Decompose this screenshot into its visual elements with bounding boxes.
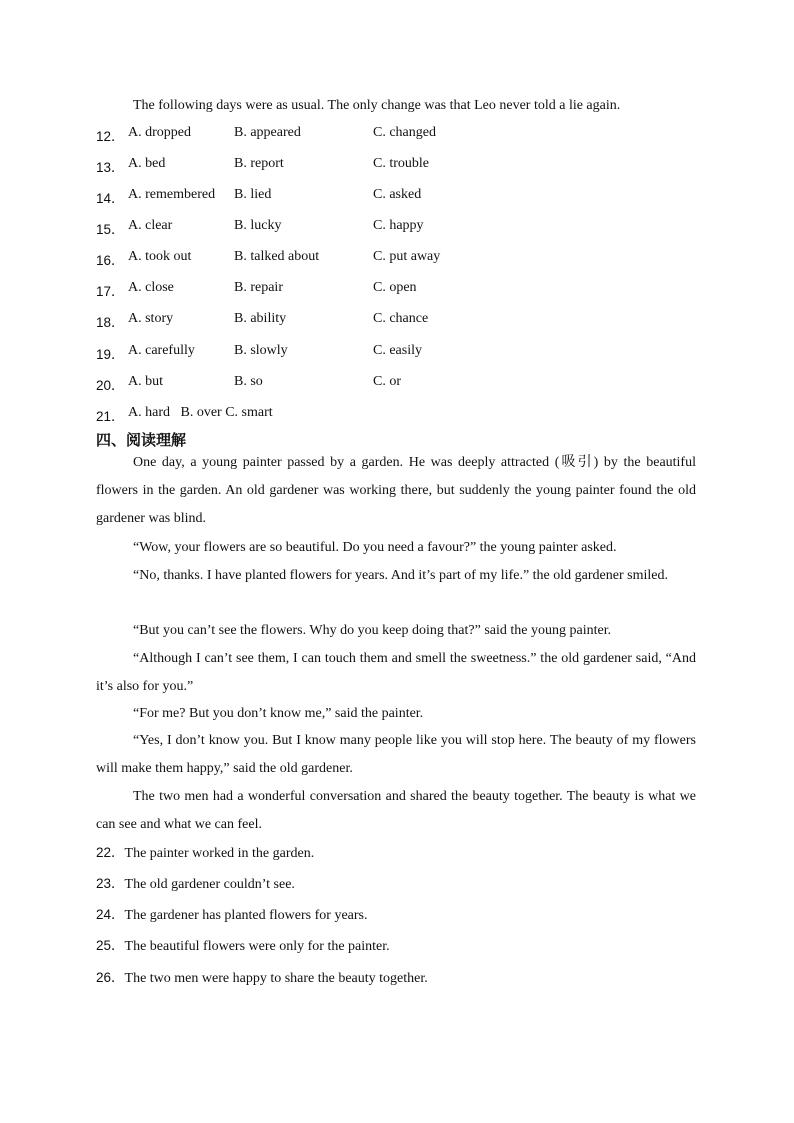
question-number: 17． bbox=[96, 284, 125, 299]
option-a: A. bed bbox=[128, 156, 166, 171]
question-number: 20． bbox=[96, 378, 125, 393]
question-number: 14． bbox=[96, 191, 125, 206]
question-number: 12． bbox=[96, 129, 125, 144]
question-number: 19． bbox=[96, 347, 125, 362]
passage-paragraph: “Yes, I don’t know you. But I know many people like you will stop here. The beauty of my flowers will make them happy,” said the old gardener. bbox=[96, 733, 696, 776]
option-a: A. story bbox=[128, 311, 174, 326]
passage-paragraph: The two men had a wonderful conversation and shared the beauty together. The beauty is what we can see and what we can feel. bbox=[96, 789, 696, 832]
option-row bbox=[0, 311, 794, 331]
option-c: C. happy bbox=[373, 218, 424, 233]
option-c: C. or bbox=[373, 374, 401, 389]
option-c: C. put away bbox=[373, 249, 441, 264]
statement-item bbox=[96, 843, 314, 864]
option-row bbox=[0, 187, 794, 207]
option-c: C. asked bbox=[373, 187, 422, 202]
option-row bbox=[0, 343, 794, 363]
option-row bbox=[0, 405, 794, 425]
option-b: B. talked about bbox=[234, 249, 320, 264]
statement-number: 26． bbox=[96, 970, 125, 985]
statement-number: 22． bbox=[96, 845, 125, 860]
statement-item bbox=[96, 905, 367, 926]
option-c: C. trouble bbox=[373, 156, 429, 171]
option-a: A. carefully bbox=[128, 343, 195, 358]
option-b: B. lied bbox=[234, 187, 272, 202]
option-c: C. open bbox=[373, 280, 417, 295]
passage-paragraph: “Although I can’t see them, I can touch them and smell the sweetness.” the old gardener said, “And it’s also for you.” bbox=[96, 651, 696, 694]
option-a: A. close bbox=[128, 280, 174, 295]
option-row bbox=[0, 374, 794, 394]
statement-text: The two men were happy to share the beauty together. bbox=[124, 971, 428, 986]
question-number: 21． bbox=[96, 409, 125, 424]
question-number: 15． bbox=[96, 222, 125, 237]
passage-paragraph: “For me? But you don’t know me,” said the painter. bbox=[133, 706, 424, 721]
question-number: 16． bbox=[96, 253, 125, 268]
passage-paragraph: One day, a young painter passed by a garden. He was deeply attracted (吸引) by the beautiful flowers in the garden. An old gardener was working there, but suddenly the young painter found the old gardener was blind. bbox=[96, 455, 696, 526]
option-row bbox=[0, 156, 794, 176]
intro-line: The following days were as usual. The only change was that Leo never told a lie again. bbox=[133, 98, 621, 113]
option-row bbox=[0, 125, 794, 145]
section-heading: 四、阅读理解 bbox=[96, 431, 187, 449]
statement-text: The gardener has planted flowers for years. bbox=[124, 908, 368, 923]
option-inline: A. hard B. over C. smart bbox=[128, 405, 273, 420]
option-b: B. appeared bbox=[234, 125, 301, 140]
option-row bbox=[0, 249, 794, 269]
option-a: A. but bbox=[128, 374, 163, 389]
passage-paragraph: “Wow, your flowers are so beautiful. Do you need a favour?” the young painter asked. bbox=[133, 540, 617, 555]
statement-text: The old gardener couldn’t see. bbox=[124, 877, 295, 892]
option-a: A. dropped bbox=[128, 125, 191, 140]
statement-item bbox=[96, 936, 390, 957]
option-row bbox=[0, 280, 794, 300]
option-c: C. easily bbox=[373, 343, 422, 358]
option-b: B. ability bbox=[234, 311, 287, 326]
question-number: 13． bbox=[96, 160, 125, 175]
passage-paragraph: “No, thanks. I have planted flowers for years. And it’s part of my life.” the old gardener smiled. bbox=[133, 568, 668, 583]
statement-number: 25． bbox=[96, 938, 125, 953]
statement-text: The beautiful flowers were only for the painter. bbox=[124, 939, 390, 954]
passage-paragraph: “But you can’t see the flowers. Why do you keep doing that?” said the young painter. bbox=[133, 623, 612, 638]
option-b: B. repair bbox=[234, 280, 283, 295]
statement-item bbox=[96, 968, 428, 989]
statement-item bbox=[96, 874, 295, 895]
option-c: C. chance bbox=[373, 311, 429, 326]
option-row bbox=[0, 218, 794, 238]
option-b: B. slowly bbox=[234, 343, 288, 358]
statement-text: The painter worked in the garden. bbox=[124, 846, 315, 861]
question-number: 18． bbox=[96, 315, 125, 330]
option-a: A. remembered bbox=[128, 187, 216, 202]
option-c: C. changed bbox=[373, 125, 436, 140]
option-a: A. clear bbox=[128, 218, 173, 233]
option-b: B. lucky bbox=[234, 218, 282, 233]
statement-number: 24． bbox=[96, 907, 125, 922]
statement-number: 23． bbox=[96, 876, 125, 891]
option-b: B. report bbox=[234, 156, 284, 171]
option-b: B. so bbox=[234, 374, 263, 389]
option-a: A. took out bbox=[128, 249, 192, 264]
